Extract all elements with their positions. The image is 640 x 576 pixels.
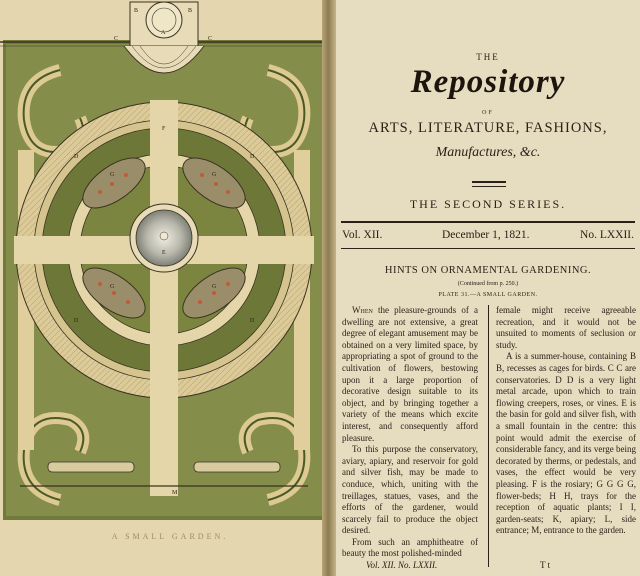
masthead-rule	[472, 181, 506, 187]
paragraph-lead: When	[352, 305, 373, 315]
plan-letter-g-4: G	[212, 284, 217, 290]
paragraph	[342, 537, 478, 560]
gathering-mark: T t	[540, 560, 551, 570]
paragraph-text: the pleasure-grounds of a dwelling are not extensive, a great degree of elegant amusement may be obtained on a very limited space, by appropriating a spot of ground to the cultivation of flowers, bestowing upon it a large proportion of decorative design suitable to its object, and by bringing together a variety of the means which excite interest, and consequently afford pleasure.	[342, 305, 478, 443]
issue-date: December 1, 1821.	[442, 229, 530, 241]
book-gutter	[322, 0, 336, 576]
plan-letter-a: A	[161, 30, 166, 36]
column-divider	[488, 305, 489, 567]
issue-rule-top	[341, 221, 635, 223]
paragraph	[496, 351, 636, 537]
issue-volume: Vol. XII.	[342, 229, 383, 241]
plan-letter-b: B	[134, 8, 139, 14]
text-column-right	[496, 305, 636, 537]
plan-letter-d: D	[74, 154, 79, 160]
text-page	[336, 0, 640, 576]
paragraph-text: female might receive agreeable recreation, and it would not be unsuited to moments of seclusion or study.	[496, 305, 636, 350]
plan-letter-e: E	[162, 250, 166, 256]
issue-number: No. LXXII.	[580, 229, 634, 241]
signature-mark: Vol. XII. No. LXXII.	[366, 560, 438, 570]
paragraph-text: To this purpose the conservatory, aviary, apiary, and reservoir for gold and silver fish, may be made to conduce, which, uniting with the treillages, statues, vases, and the efforts of the gardener, would scarcely fail to produce the object desired.	[342, 444, 478, 536]
plan-letter-d-3: D	[74, 318, 79, 324]
plan-letter-g-3: G	[110, 284, 115, 290]
masthead-title: Repository	[410, 64, 566, 100]
article-title: HINTS ON ORNAMENTAL GARDENING.	[384, 265, 592, 276]
masthead-the: THE	[476, 52, 500, 62]
paragraph	[496, 305, 636, 351]
issue-line	[342, 229, 634, 245]
series-line: THE SECOND SERIES.	[409, 197, 567, 211]
masthead-subtitle-2: Manufactures, &c.	[435, 145, 541, 160]
masthead-of: OF	[482, 110, 494, 116]
plan-letter-f: F	[162, 126, 166, 132]
text-column-left	[342, 305, 478, 560]
masthead-subtitle: ARTS, LITERATURE, FASHIONS,	[368, 120, 608, 136]
article-continued: (Continued from p. 250.)	[457, 281, 519, 287]
plan-letter-g-2: G	[212, 172, 217, 178]
paragraph	[342, 444, 478, 537]
issue-rule-bottom	[341, 248, 635, 249]
plan-letter-c: C	[114, 36, 119, 42]
plan-letter-b-2: B	[188, 8, 193, 14]
paragraph-text: From such an amphitheatre of beauty the most polished-minded	[342, 536, 478, 559]
plan-letter-m: M	[172, 490, 178, 496]
plan-letter-g: G	[110, 172, 115, 178]
article-plate-heading: PLATE 31.—A SMALL GARDEN.	[438, 292, 538, 298]
paragraph-text: A is a summer-house, containing B B, recesses as cages for birds. C C are conservatories. D D is a very light metal arcade, upon which to train flowing creepers, roses, or vines. E is the basin for gold and silver fish, with a small fountain in the centre: this point would admit the exercise of considerable fancy, and its verge being decorated by therms, or pedestals, and vases, the effect would be very pleasing. F is the rosiary; G G G G, flower-beds; H H, trays for the reception of aquatic plants; I I, garden-seats; K, apiary; L, side entrance; M, entrance to the garden.	[496, 351, 636, 536]
paragraph	[342, 305, 478, 444]
plan-letter-d-4: D	[250, 318, 255, 324]
plan-letter-c-2: C	[208, 36, 213, 42]
plate-caption: A SMALL GARDEN.	[111, 532, 229, 541]
plan-letter-d-2: D	[250, 154, 255, 160]
